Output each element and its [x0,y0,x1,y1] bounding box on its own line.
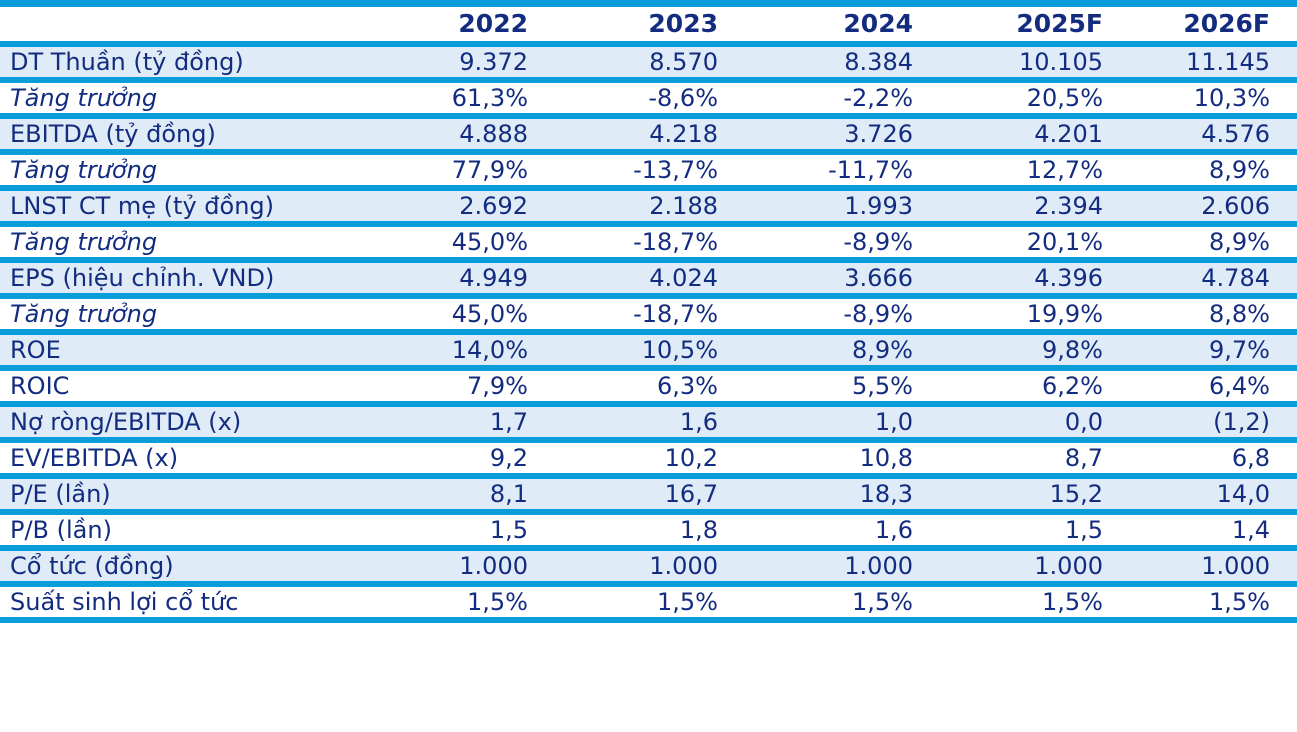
row-label: ROIC [10,371,70,400]
cell-value: 1,5% [1209,587,1270,616]
table-row [0,584,1297,620]
cell-value: 1.000 [844,551,913,580]
table-row [0,188,1297,224]
cell-value: 77,9% [451,155,528,184]
cell-value: (1,2) [1213,407,1270,436]
cell-value: 10,2 [664,443,718,472]
cell-value: 8,9% [1209,155,1270,184]
cell-value: 45,0% [451,227,528,256]
row-label: DT Thuần (tỷ đồng) [10,47,244,76]
cell-value: 10,3% [1193,83,1270,112]
header-cell-2026f: 2026F [1183,9,1270,39]
cell-value: 2.692 [459,191,528,220]
row-label: EV/EBITDA (x) [10,443,179,472]
cell-value: 3.726 [844,119,913,148]
cell-value: 6,2% [1042,371,1103,400]
cell-value: 1,4 [1231,515,1270,544]
header-cell-2023: 2023 [648,9,718,39]
header-cell-2025f: 2025F [1016,9,1103,39]
cell-value: 4.949 [459,263,528,292]
cell-value: 8,9% [1209,227,1270,256]
cell-value: 8,1 [489,479,528,508]
cell-value: 0,0 [1064,407,1103,436]
cell-value: 4.888 [459,119,528,148]
cell-value: 45,0% [451,299,528,328]
cell-value: 9,7% [1209,335,1270,364]
cell-value: 14,0 [1216,479,1270,508]
cell-value: -2,2% [843,83,913,112]
table-row [0,512,1297,548]
cell-value: 1,0 [874,407,913,436]
row-label: EPS (hiệu chỉnh. VND) [10,263,275,292]
cell-value: 10.105 [1019,47,1103,76]
table-row [0,332,1297,368]
cell-value: 4.201 [1034,119,1103,148]
cell-value: 14,0% [451,335,528,364]
table-row [0,440,1297,476]
cell-value: 9,2 [489,443,528,472]
cell-value: 4.218 [649,119,718,148]
header-cell-empty [0,4,340,44]
header-cell-2024: 2024 [843,9,913,39]
cell-value: 9,8% [1042,335,1103,364]
cell-value: 1.000 [649,551,718,580]
cell-value: 10,8 [859,443,913,472]
cell-value: 8,8% [1209,299,1270,328]
cell-value: 1.000 [1201,551,1270,580]
row-label: Tăng trưởng [10,83,158,112]
header-cell-2022: 2022 [458,9,528,39]
cell-value: 61,3% [451,83,528,112]
cell-value: -11,7% [828,155,913,184]
cell-value: 15,2 [1049,479,1103,508]
table-header [0,4,1297,44]
header-row [0,4,1297,44]
cell-value: 8.384 [844,47,913,76]
cell-value: -18,7% [633,299,718,328]
table-row [0,548,1297,584]
cell-value: 18,3 [859,479,913,508]
cell-value: 1,5% [852,587,913,616]
cell-value: 1,6 [679,407,718,436]
row-label: LNST CT mẹ (tỷ đồng) [10,191,274,220]
cell-value: 1.993 [844,191,913,220]
cell-value: 4.396 [1034,263,1103,292]
row-label: Tăng trưởng [10,155,158,184]
row-label: Tăng trưởng [10,299,158,328]
cell-value: 5,5% [852,371,913,400]
table-row [0,80,1297,116]
cell-value: 2.188 [649,191,718,220]
cell-value: 16,7 [664,479,718,508]
cell-value: 4.024 [649,263,718,292]
cell-value: 19,9% [1026,299,1103,328]
table-row [0,152,1297,188]
cell-value: 1.000 [459,551,528,580]
cell-value: 1,6 [874,515,913,544]
cell-value: -8,9% [843,299,913,328]
row-label: Tăng trưởng [10,227,158,256]
row-label: P/E (lần) [10,479,111,508]
cell-value: 7,9% [467,371,528,400]
cell-value: 6,8 [1231,443,1270,472]
cell-value: 1,5 [1064,515,1103,544]
cell-value: 2.394 [1034,191,1103,220]
cell-value: 8,9% [852,335,913,364]
cell-value: 8.570 [649,47,718,76]
cell-value: 4.784 [1201,263,1270,292]
row-label: Nợ ròng/EBITDA (x) [10,407,242,436]
table-row [0,260,1297,296]
table-row [0,368,1297,404]
cell-value: 6,3% [657,371,718,400]
cell-value: 12,7% [1026,155,1103,184]
cell-value: 3.666 [844,263,913,292]
row-label: Cổ tức (đồng) [10,551,174,580]
cell-value: 1,5% [467,587,528,616]
cell-value: -8,9% [843,227,913,256]
cell-value: -8,6% [648,83,718,112]
cell-value: 1,5 [489,515,528,544]
cell-value: 20,1% [1026,227,1103,256]
table-row [0,44,1297,80]
cell-value: 9.372 [459,47,528,76]
row-label: P/B (lần) [10,515,112,544]
cell-value: 1,5% [657,587,718,616]
cell-value: -18,7% [633,227,718,256]
cell-value: -13,7% [633,155,718,184]
table-row [0,404,1297,440]
table-row [0,296,1297,332]
cell-value: 1,8 [679,515,718,544]
table-row [0,476,1297,512]
table-body [0,44,1297,620]
cell-value: 10,5% [641,335,718,364]
row-label: Suất sinh lợi cổ tức [10,587,239,616]
cell-value: 6,4% [1209,371,1270,400]
row-label: EBITDA (tỷ đồng) [10,119,216,148]
cell-value: 1,7 [489,407,528,436]
cell-value: 1.000 [1034,551,1103,580]
cell-value: 1,5% [1042,587,1103,616]
cell-value: 11.145 [1186,47,1270,76]
cell-value: 20,5% [1026,83,1103,112]
cell-value: 4.576 [1201,119,1270,148]
row-label: ROE [10,335,61,364]
table-row [0,224,1297,260]
cell-value: 8,7 [1064,443,1103,472]
table-row [0,116,1297,152]
cell-value: 2.606 [1201,191,1270,220]
